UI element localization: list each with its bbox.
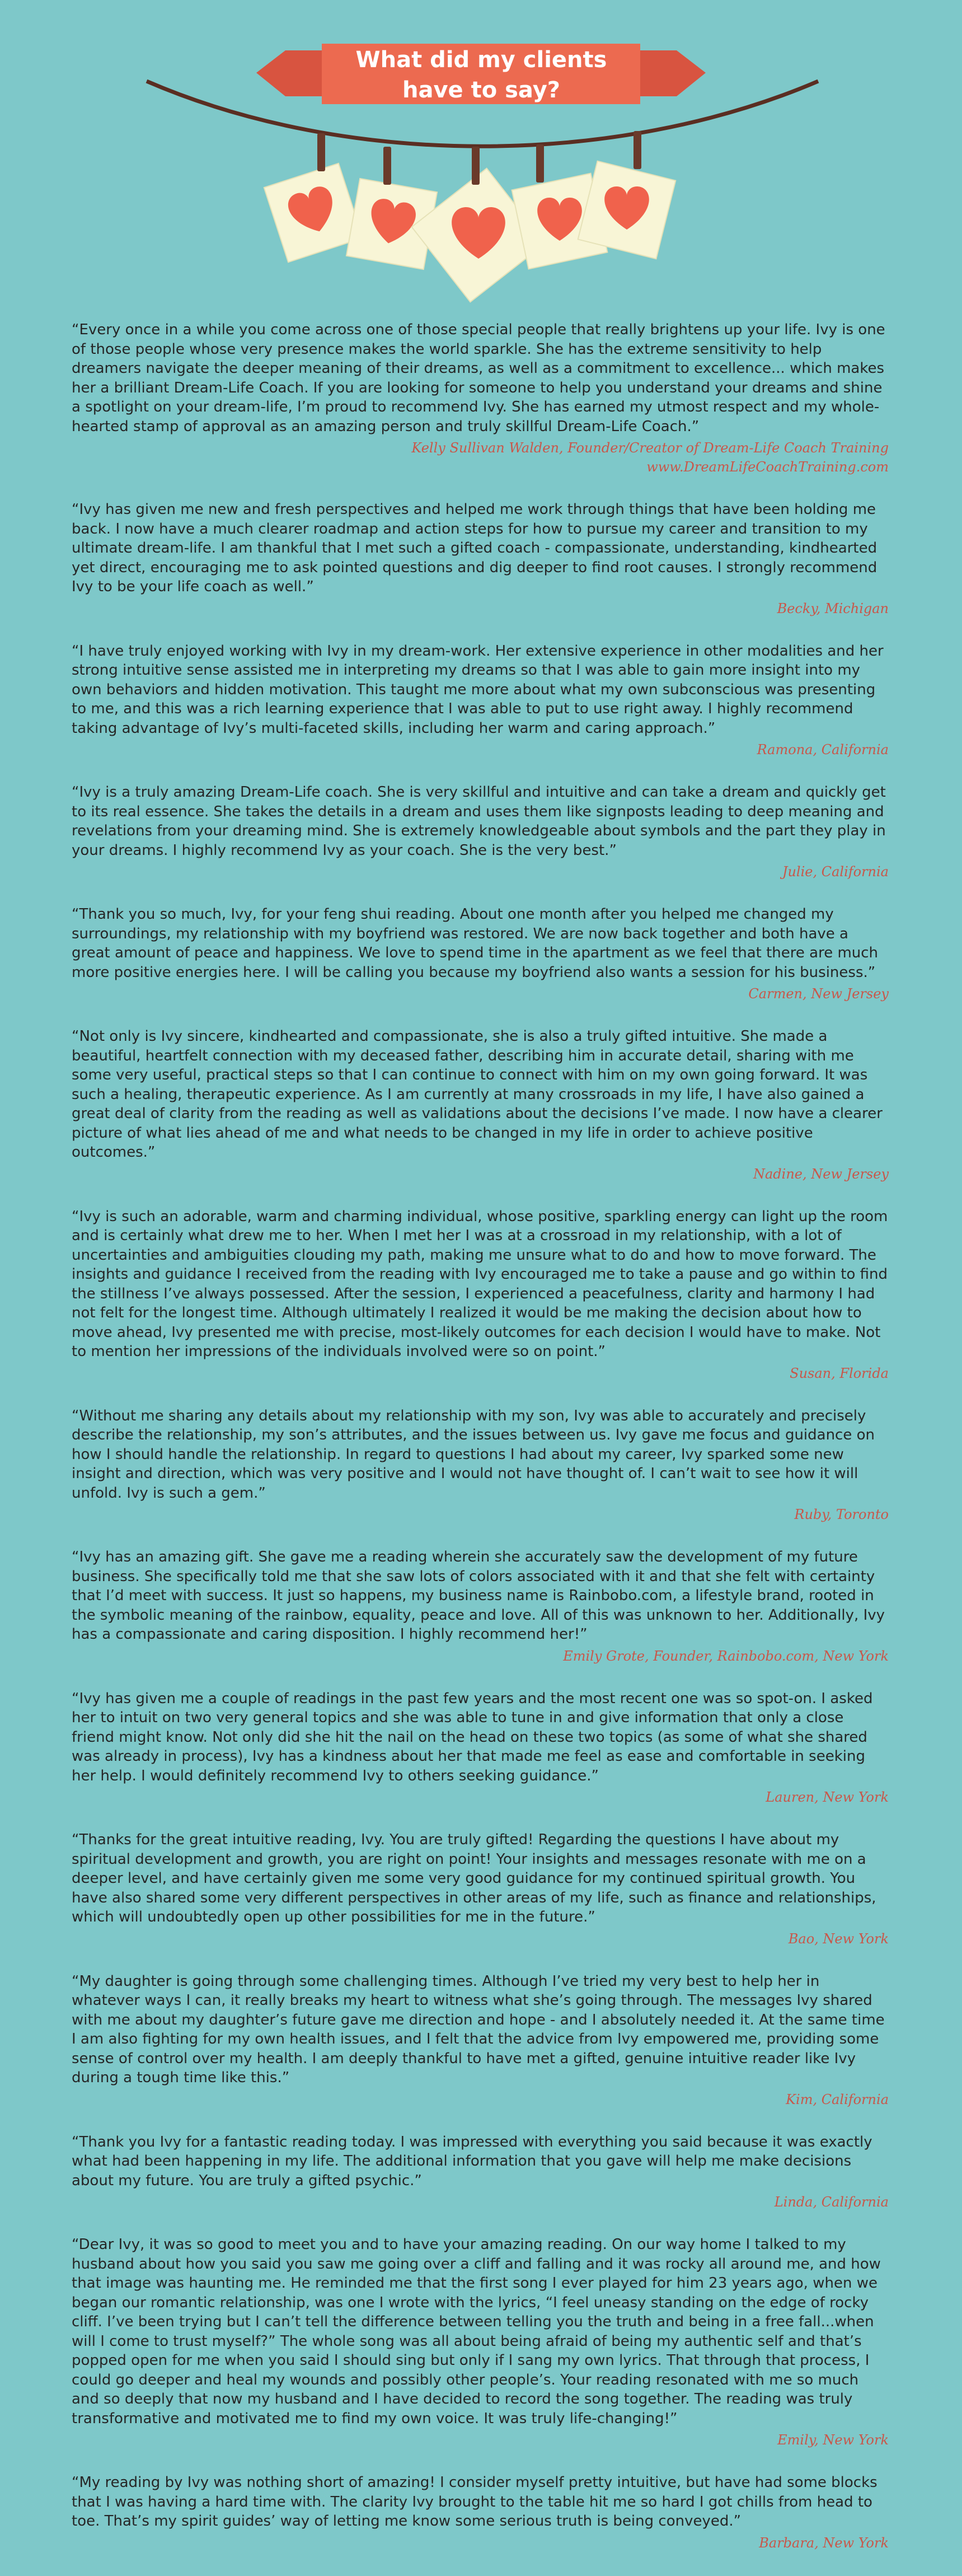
testimonial-quote: “Ivy is such an adorable, warm and charming individual, whose positive, sparkling energy can light up the room and is certainly what drew me to her. When I met her I was at a crossroad in my relationship, with a lot of uncertainties and ambiguities clouding my path, making me unsure what to do and how to move forward. The insights and guidance I received from the reading with Ivy encouraged me to take a pause and go within to find the stillness I’ve always possessed. After the session, I experienced a peacefulness, clarity and harmony I had not felt for the longest time. Although ultimately I realized it would be me making the decision about how to move ahead, Ivy presented me with precise, most-likely outcomes for each decision I would have to make. Not to mention her impressions of the individuals involved were so on point.” [72, 1208, 888, 1360]
testimonial-quote: “Thanks for the great intuitive reading, Ivy. You are truly gifted! Regarding the questions I have about my spiritual development and growth, you are right on point! Your insights and messages resonate with me on a deeper level, and have certainly given me some very good guidance for my continued spiritual growth. You have also shared some very different perspectives in other areas of my life, such as finance and relationships, which will undoubtedly open up other possibilities for me in the future.” [72, 1831, 876, 1925]
testimonial-quote: “Ivy has given me new and fresh perspectives and helped me work through things that have been holding me back. I now have a much clearer roadmap and action steps for how to pursue my career and transition to my ultimate dream-life. I am thankful that I met such a gifted coach - compassionate, understanding, kindhearted yet direct, encouraging me to ask pointed questions and dig deeper to find root causes. I strongly recommend Ivy to be your life coach as well.” [72, 501, 877, 595]
testimonial-author: Kelly Sullivan Walden, Founder/Creator of Dream-Life Coach Training www.DreamLifeCoachTraining.com [411, 440, 889, 475]
testimonial-author: Emily Grote, Founder, Rainbobo.com, New York [563, 1648, 889, 1664]
clothespin [472, 147, 480, 185]
testimonial [72, 1689, 889, 1807]
testimonial-quote: “Without me sharing any details about my relationship with my son, Ivy was able to accurately and precisely describe the relationship, my son’s attributes, and the issues between us. Ivy gave me focus and guidance on how I should handle the relationship. In regard to questions I had about my career, Ivy sparked some new insight and direction, which was very positive and I would not have thought of. I can’t wait to see how it will unfold. Ivy is such a gem.” [72, 1407, 875, 1502]
testimonial-quote: “Dear Ivy, it was so good to meet you and to have your amazing reading. On our way home I talked to my husband about how you said you saw me going over a cliff and falling and it was rocky all around me, and how that image was haunting me. He reminded me that the first song I ever played for him 23 years ago, when we began our romantic relationship, was one I wrote with the lyrics, “I feel uneasy standing on the edge of rocky cliff. I’ve been trying but I can’t tell the difference between telling you the truth and being in a free fall...when will I come to trust myself?” The whole song was all about being afraid of being my authentic self and that’s popped open for me when you said I should sing but only if I sang my own lyrics. That through that process, I could go deeper and heal my wounds and possibly other people’s. Your reading resonated with me so much and so deeply that now my husband and I have decided to record the song together. The reading was truly transformative and motivated me to find my own voice. It was truly life-changing!” [72, 2236, 881, 2427]
testimonial-author: Nadine, New Jersey [753, 1166, 889, 1182]
testimonial-list [72, 320, 889, 2576]
testimonial [72, 2473, 889, 2552]
testimonial-quote: “Thank you Ivy for a fantastic reading today. I was impressed with everything you said because it was exactly what had been happening in my life. The additional information that you gave will help me make decisions about my future. You are truly a gifted psychic.” [72, 2133, 872, 2189]
testimonial-author: Linda, California [774, 2194, 889, 2210]
testimonial-quote: “My reading by Ivy was nothing short of amazing! I consider myself pretty intuitive, but have had some blocks that I was having a hard time with. The clarity Ivy brought to the table hit me so hard I got chills from head to toe. That’s my spirit guides’ way of letting me know some serious truth is being conveyed.” [72, 2474, 877, 2530]
clothespin [536, 144, 544, 183]
testimonial-quote: “I have truly enjoyed working with Ivy in my dream-work. Her extensive experience in other modalities and her strong intuitive sense assisted me in interpreting my dreams so that I was able to gain more insight into my own behaviors and hidden motivation. This taught me more about what my own subconscious was presenting to me, and this was a rich learning experience that I was able to put to use right away. I highly recommend taking advantage of Ivy’s multi-faceted skills, including her warm and caring approach.” [72, 642, 884, 737]
testimonial [72, 1406, 889, 1525]
testimonial-author: Emily, New York [777, 2432, 889, 2448]
testimonial-author: Becky, Michigan [777, 600, 889, 616]
testimonial-quote: “Ivy is a truly amazing Dream-Life coach. She is very skillful and intuitive and can take a dream and quickly get to its real essence. She takes the details in a dream and uses them like signposts leading to deep meaning and revelations from your dreaming mind. She is extremely knowledgeable about symbols and the part they play in your dreams. I highly recommend Ivy as your coach. She is the very best.” [72, 784, 886, 859]
testimonial-author: Ramona, California [757, 742, 889, 758]
testimonial [72, 320, 889, 476]
testimonial-author: Bao, New York [788, 1930, 889, 1947]
testimonial-quote: “Thank you so much, Ivy, for your feng shui reading. About one month after you helped me changed my surroundings, my relationship with my boyfriend was restored. We are now back together and both have a great amount of peace and happiness. We love to spend time in the apartment as we feel that there are much more positive energies here. I will be calling you because my boyfriend also wants a session for his business.” [72, 906, 879, 981]
clothespin [633, 131, 641, 169]
testimonial [72, 500, 889, 618]
testimonial-website: www.DreamLifeCoachTraining.com [646, 459, 889, 475]
testimonial-author: Lauren, New York [766, 1789, 889, 1805]
header-banner [0, 0, 962, 314]
testimonial-quote: “Every once in a while you come across one of those special people that really brightens up your life. Ivy is one of those people whose very presence makes the world sparkle. She has the extreme sensitivity to help dreamers navigate the deeper meaning of their dreams, as well as a commitment to excellence... which makes her a brilliant Dream-Life Coach. If you are looking for someone to help you understand your dreams and shine a spotlight on your dream-life, I’m proud to recommend Ivy. She has earned my utmost respect and my whole-hearted stamp of approval as an amazing person and truly skillful Dream-Life Coach.” [72, 321, 885, 435]
testimonial [72, 905, 889, 1003]
testimonial-author: Ruby, Toronto [794, 1507, 889, 1522]
testimonial [72, 2235, 889, 2449]
testimonial-quote: “Ivy has an amazing gift. She gave me a reading wherein she accurately saw the development of my future business. She specifically told me that she saw lots of colors associated with it and that she felt with certainty that I’d meet with success. It just so happens, my business name is Rainbobo.com, a lifestyle brand, rooted in the symbolic meaning of the rainbow, equality, peace and love. All of this was unknown to her. Additionally, Ivy has a compassionate and caring disposition. I highly recommend her!” [72, 1549, 885, 1643]
testimonial [72, 783, 889, 881]
testimonial [72, 1972, 889, 2109]
banner-title-line2: have to say? [402, 77, 560, 103]
testimonial [72, 2133, 889, 2212]
testimonial [72, 642, 889, 760]
testimonial-author: Kim, California [786, 2091, 889, 2107]
testimonial-quote: “Not only is Ivy sincere, kindhearted and compassionate, she is also a truly gifted intuitive. She made a beautiful, heartfelt connection with my deceased father, describing him in accurate detail, sharing with me some very useful, practical steps so that I can continue to connect with him on my own going forward. It was such a healing, therapeutic experience. As I am currently at many crossroads in my life, I have also gained a great deal of clarity from the reading as well as validations about the decisions I’ve made. I now have a clearer picture of what lies ahead of me and what needs to be changed in my life in order to achieve positive outcomes.” [72, 1028, 883, 1161]
testimonial-author: Susan, Florida [790, 1365, 889, 1381]
testimonial-quote: “My daughter is going through some challenging times. Although I’ve tried my very best to help her in whatever ways I can, it really breaks my heart to witness what she’s going through. The messages Ivy shared with me about my daughter’s future gave me direction and hope - and I absolutely needed it. At the same time I am also fighting for my own health issues, and I felt that the advice from Ivy empowered me, providing some sense of control over my health. I am deeply thankful to have met a gifted, genuine intuitive reader like Ivy during a tough time like this.” [72, 1972, 885, 2086]
banner-title [322, 45, 641, 105]
testimonial [72, 1207, 889, 1383]
testimonial-quote: “Ivy has given me a couple of readings in the past few years and the most recent one was so spot-on. I asked her to intuit on two very general topics and she was able to tune in and give information that only a close friend might know. Not only did she hit the nail on the head on these two topics (as some of what she shared was already in process), Ivy has a kindness about her that made me feel as ease and comfortable in seeking her help. I would definitely recommend Ivy to others seeking guidance.” [72, 1690, 873, 1784]
clothespin [317, 133, 325, 171]
testimonial-author: Julie, California [782, 864, 889, 880]
testimonial [72, 1027, 889, 1184]
clothespin [383, 147, 391, 185]
testimonial [72, 1548, 889, 1666]
testimonial-author: Barbara, New York [759, 2535, 889, 2551]
testimonial-author: Carmen, New Jersey [748, 986, 889, 1002]
banner-title-line1: What did my clients [355, 47, 607, 73]
testimonial [72, 1830, 889, 1948]
